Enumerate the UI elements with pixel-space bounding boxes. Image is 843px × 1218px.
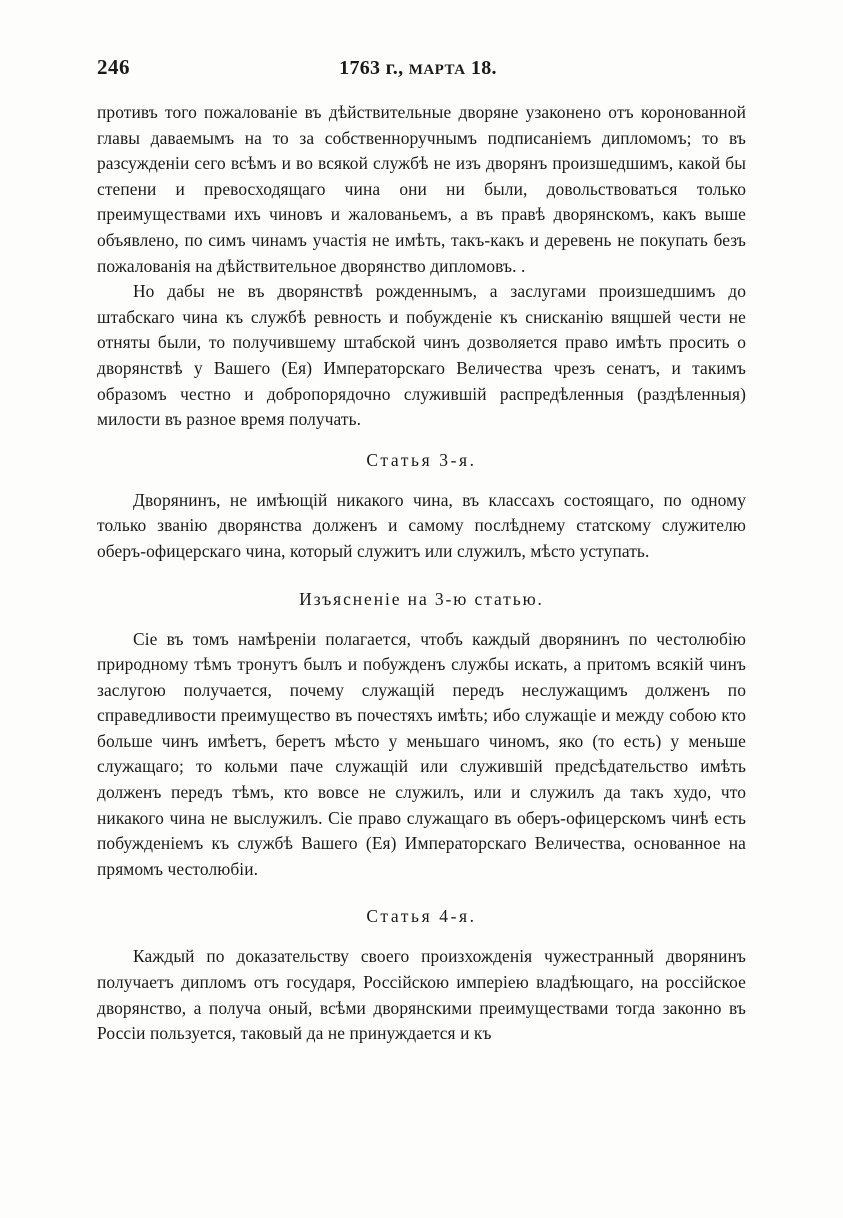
paragraph-continued: противъ того пожалованіе въ дѣйствительные дворяне узаконено отъ коронованной главы даваемымъ на то за собственноручнымъ подписаніемъ дипломомъ; то въ разсужденіи сего всѣмъ и во всякой службѣ не изъ дворянъ произшедшимъ, какой бы степени и превосходящаго чина они ни были, довольствоваться только преимуществами ихъ чиновъ и жалованьемъ, а въ правѣ дворянскомъ, какъ выше объявлено, по симъ чинамъ участія не имѣть, такъ-какъ и деревень не покупать безъ пожалованія на дѣйствительное дворянство дипломовъ. . xyxy=(97,102,746,276)
spacer xyxy=(97,565,746,589)
body-column xyxy=(97,100,746,1047)
running-title-month: МАРТА xyxy=(408,62,466,78)
heading-explanation-3: Изъясненіе на 3-ю статью. xyxy=(299,588,544,609)
paragraph-article-3-body: Дворянинъ, не имѣющій никакого чина, въ классахъ состоящаго, по одному только званію дворянства долженъ и самому послѣднему статскому служителю оберъ-офицерскаго чина, который служитъ или служилъ, мѣсто уступать. xyxy=(97,489,746,561)
page-number: 246 xyxy=(97,55,130,79)
spacer xyxy=(97,471,746,488)
paragraph-but-in-order: Но дабы не въ дворянствѣ рожденнымъ, а заслугами произшедшимъ до штабскаго чина къ службѣ ревность и побужденіе къ снисканію вящшей чести не отняты были, то получившему штабской чинъ дозволяется право имѣть просить о дворянствѣ у Вашего (Ея) Императорскаго Величества чрезъ сенатъ, и такимъ образомъ честно и добропорядочно служившій распредѣленныя (раздѣленныя) милости въ разное время получать. xyxy=(97,281,746,430)
paragraph-article-4-body: Каждый по доказательству своего произхожденія чужестранный дворянинъ получаетъ дипломъ отъ государя, Россійскою имперіею владѣющаго, на россійское дворянство, а получа оный, всѣми дворянскими преимуществами тогда законно въ Россіи пользуется, таковый да не принуждается и къ xyxy=(97,946,746,1044)
spacer xyxy=(97,927,746,944)
spacer xyxy=(97,610,746,627)
running-title-main: 1763 г., xyxy=(339,57,409,79)
heading-article-3: Статья 3-я. xyxy=(366,449,477,470)
page-header xyxy=(97,55,746,81)
running-title-tail: 18. xyxy=(465,57,497,79)
paragraph-explanation-3-body: Сіе въ томъ намѣреніи полагается, чтобъ каждый дворянинъ по честолюбію природному тѣмъ тронутъ былъ и побужденъ службы искать, а притомъ всякій чинъ заслугою получается, почему служащій передъ неслужащимъ долженъ по справедливости преимущество въ почестяхъ имѣть; ибо служащіе и между собою кто больше чинъ имѣетъ, беретъ мѣсто у меньшаго чиномъ, яко (то есть) у меньше служащаго; то кольми паче служащій или служившій предсѣдательство имѣть долженъ передъ тѣмъ, кто вовсе не служилъ, или и служилъ да такъ худо, что никакого чина не выслужилъ. Сіе право служащаго въ оберъ-офицерскомъ чинѣ есть побужденіемъ къ службѣ Вашего (Ея) Императорскаго Величества, основанное на прямомъ честолюбіи. xyxy=(97,628,746,879)
spacer xyxy=(97,433,746,450)
heading-article-4: Статья 4-я. xyxy=(366,906,477,927)
spacer xyxy=(97,882,746,906)
running-title xyxy=(130,57,746,80)
